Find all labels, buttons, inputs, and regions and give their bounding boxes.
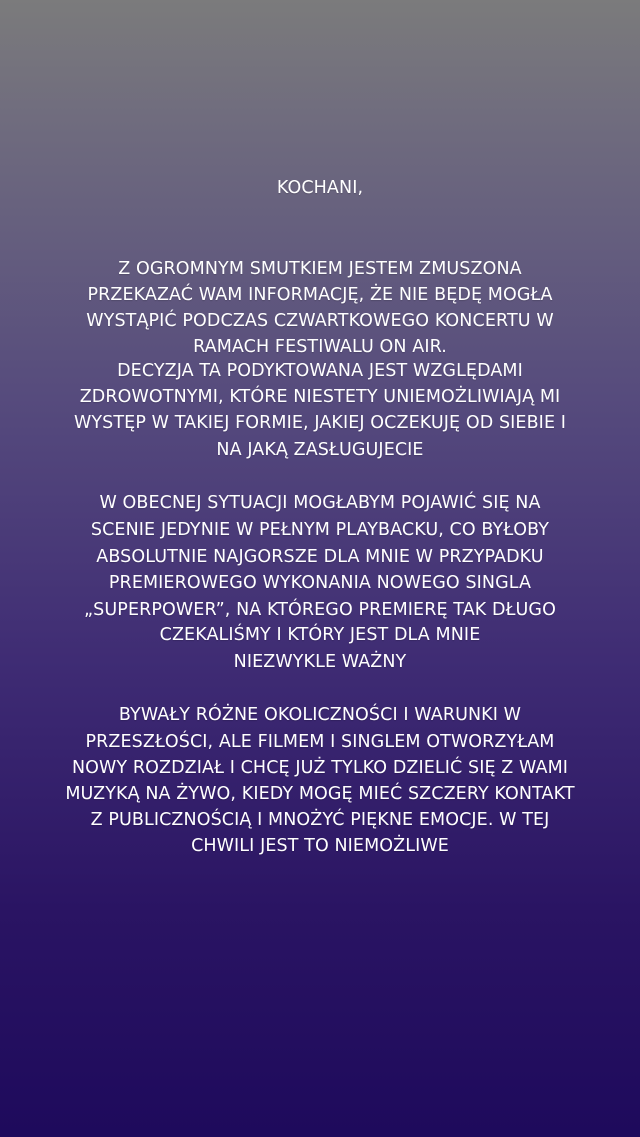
paragraph-1-line: PRZEKAZAĆ WAM INFORMACJĘ, ŻE NIE BĘDĘ MOGŁA bbox=[87, 285, 553, 305]
paragraph-2-line: ABSOLUTNIE NAJGORSZE DLA MNIE W PRZYPADKU bbox=[96, 547, 544, 567]
paragraph-1-line: DECYZJA TA PODYKTOWANA JEST WZGLĘDAMI bbox=[117, 361, 523, 381]
greeting-text: KOCHANI, bbox=[276, 178, 364, 198]
paragraph-2-line: W OBECNEJ SYTUACJI MOGŁABYM POJAWIĆ SIĘ NA bbox=[99, 493, 541, 513]
paragraph-3-line: Z PUBLICZNOŚCIĄ I MNOŻYĆ PIĘKNE EMOCJE. W TEJ bbox=[90, 810, 550, 830]
paragraph-3-line: PRZESZŁOŚCI, ALE FILMEM I SINGLEM OTWORZYŁAM bbox=[85, 732, 555, 752]
paragraph-1-line: ZDROWOTNYMI, KTÓRE NIESTETY UNIEMOŻLIWIAJĄ MI bbox=[79, 387, 561, 407]
paragraph-3-line: BYWAŁY RÓŻNE OKOLICZNOŚCI I WARUNKI W bbox=[118, 705, 522, 725]
paragraph-3-line: NOWY ROZDZIAŁ I CHCĘ JUŻ TYLKO DZIELIĆ SIĘ Z WAMI bbox=[71, 758, 569, 778]
paragraph-2-line: CZEKALIŚMY I KTÓRY JEST DLA MNIE bbox=[159, 625, 481, 645]
paragraph-3-line: MUZYKĄ NA ŻYWO, KIEDY MOGĘ MIEĆ SZCZERY KONTAKT bbox=[65, 784, 575, 804]
paragraph-2-line: „SUPERPOWER”, NA KTÓREGO PREMIERĘ TAK DŁUGO bbox=[84, 600, 556, 620]
paragraph-3-line: CHWILI JEST TO NIEMOŻLIWE bbox=[191, 836, 449, 856]
paragraph-1-line: Z OGROMNYM SMUTKIEM JESTEM ZMUSZONA bbox=[118, 259, 522, 279]
paragraph-1-line: WYSTĄPIĆ PODCZAS CZWARTKOWEGO KONCERTU W bbox=[86, 311, 554, 331]
paragraph-2-line: NIEZWYKLE WAŻNY bbox=[233, 652, 407, 672]
paragraph-2-line: SCENIE JEDYNIE W PEŁNYM PLAYBACKU, CO BYŁOBY bbox=[90, 520, 550, 540]
paragraph-1-line: RAMACH FESTIWALU ON AIR. bbox=[193, 337, 447, 357]
paragraph-1-line: WYSTĘP W TAKIEJ FORMIE, JAKIEJ OCZEKUJĘ OD SIEBIE I bbox=[73, 413, 567, 433]
paragraph-1-line: NA JAKĄ ZASŁUGUJECIE bbox=[216, 440, 424, 460]
paragraph-2-line: PREMIEROWEGO WYKONANIA NOWEGO SINGLA bbox=[108, 573, 532, 593]
